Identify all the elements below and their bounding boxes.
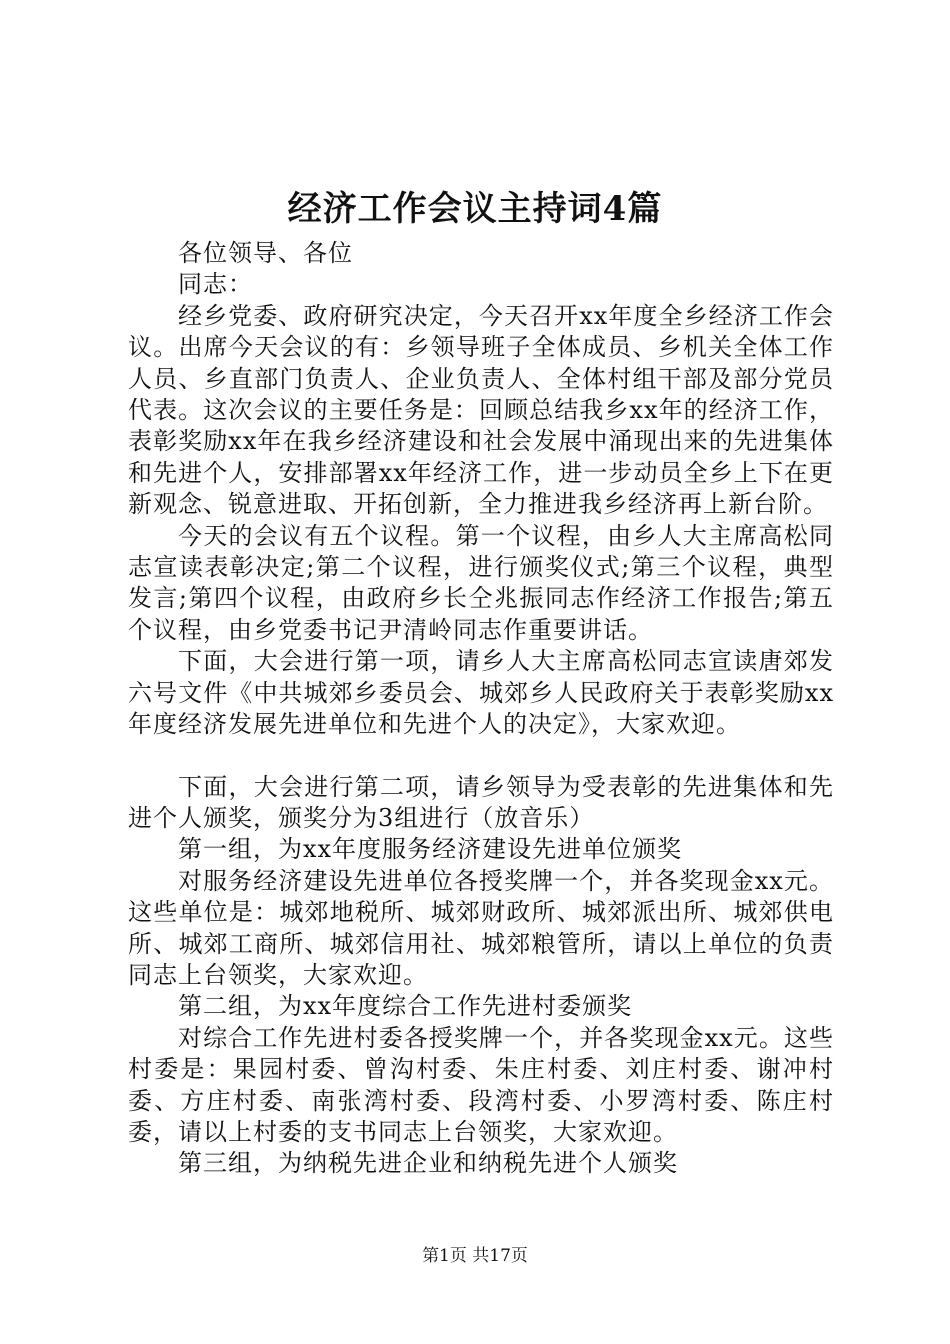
paragraph-opening: 经乡党委、政府研究决定，今天召开xx年度全乡经济工作会议。出席今天会议的有：乡领导班子全体成员、乡机关全体工作人员、乡直部门负责人、企业负责人、全体村组干部及部分党员代表。这次会议的主要任务是：回顾总结我乡xx年的经济工作，表彰奖励xx年在我乡经济建设和社会发展中涌现出来的先进集体和先进个人，安排部署xx年经济工作，进一步动员全乡上下在更新观念、锐意进取、开拓创新，全力推进我乡经济再上新台阶。: [128, 301, 834, 519]
paragraph-group-two-heading: 第二组，为xx年度综合工作先进村委颁奖: [178, 992, 633, 1021]
paragraph-item-one: 下面，大会进行第一项，请乡人大主席高松同志宣读唐郊发六号文件《中共城郊乡委员会、城郊乡人民政府关于表彰奖励xx年度经济发展先进单位和先进个人的决定》，大家欢迎。: [128, 647, 834, 739]
document-body: [128, 238, 834, 1180]
document-title: 经济工作会议主持词4篇: [287, 189, 663, 229]
paragraph-agenda: 今天的会议有五个议程。第一个议程，由乡人大主席高松同志宣读表彰决定;第二个议程，进行颁奖仪式;第三个议程，典型发言;第四个议程，由政府乡长仝兆振同志作经济工作报告;第五个议程，由乡党委书记尹清岭同志作重要讲话。: [128, 521, 834, 644]
paragraph-group-two-detail: 对综合工作先进村委各授奖牌一个，并各奖现金xx元。这些村委是：果园村委、曾沟村委、朱庄村委、刘庄村委、谢冲村委、方庄村委、南张湾村委、段湾村委、小罗湾村委、陈庄村委，请以上村委的支书同志上台领奖，大家欢迎。: [128, 1023, 834, 1146]
paragraph-item-two: 下面，大会进行第二项，请乡领导为受表彰的先进集体和先进个人颁奖，颁奖分为3组进行（放音乐）: [128, 772, 834, 832]
paragraph-group-three-heading: 第三组，为纳税先进企业和纳税先进个人颁奖: [178, 1149, 678, 1178]
page-footer: 第1页 共17页: [422, 1246, 528, 1266]
paragraph-group-one-heading: 第一组，为xx年度服务经济建设先进单位颁奖: [178, 835, 683, 864]
paragraph-salutation: 各位领导、各位: [178, 239, 353, 267]
paragraph-group-one-detail: 对服务经济建设先进单位各授奖牌一个，并各奖现金xx元。这些单位是：城郊地税所、城郊财政所、城郊派出所、城郊供电所、城郊工商所、城郊信用社、城郊粮管所，请以上单位的负责同志上台领奖，大家欢迎。: [128, 866, 834, 989]
paragraph-salutation-cont: 同志：: [178, 270, 253, 299]
